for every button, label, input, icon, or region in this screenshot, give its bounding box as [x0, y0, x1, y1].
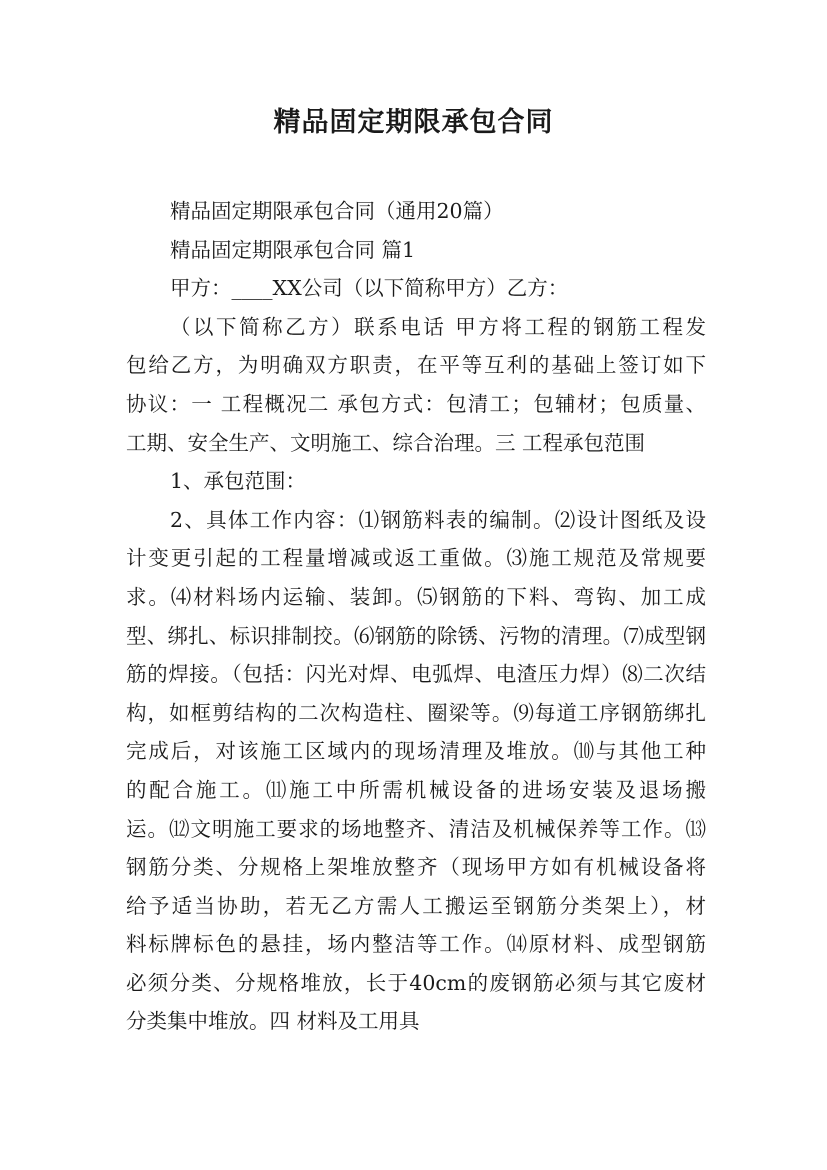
body-line: 工期、安全生产、文明施工、综合治理。三 工程承包范围	[126, 430, 646, 455]
body-line: 包给乙方，为明确双方职责，在平等互利的基础上签订如下	[126, 353, 706, 378]
body-line: 型、绑扎、标识排制挍。⑹钢筋的除锈、污物的清理。⑺成型钢	[126, 623, 706, 648]
body-line: 1、承包范围：	[170, 469, 307, 494]
body-line: （以下简称乙方）联系电话 甲方将工程的钢筋工程发	[170, 314, 706, 339]
body-line: 筋的焊接。（包括：闪光对焊、电弧焊、电渣压力焊）⑻二次结	[126, 662, 706, 687]
body-line: 运。⑿文明施工要求的场地整齐、清洁及机械保养等工作。⒀	[126, 816, 706, 841]
document-title: 精品固定期限承包合同	[273, 107, 554, 138]
body-line: 构，如框剪结构的二次构造柱、圈梁等。⑼每道工序钢筋绑扎	[126, 700, 706, 725]
body-line: 求。⑷材料场内运输、装卸。⑸钢筋的下料、弯钩、加工成	[126, 584, 706, 609]
body-line: 完成后，对该施工区域内的现场清理及堆放。⑽与其他工种	[126, 739, 706, 764]
body-line: 的配合施工。⑾施工中所需机械设备的进场安装及退场搬	[126, 777, 706, 802]
body-line: 精品固定期限承包合同（通用20篇）	[170, 199, 504, 223]
body-line: 精品固定期限承包合同 篇1	[170, 237, 416, 262]
body-line: 分类集中堆放。四 材料及工用具	[126, 1009, 420, 1034]
body-line: 计变更引起的工程量增减或返工重做。⑶施工规范及常规要	[126, 546, 706, 571]
document-body	[126, 192, 706, 1041]
body-line: 甲方：____XX公司（以下简称甲方）乙方：	[170, 276, 569, 301]
body-line: 必须分类、分规格堆放，长于40cm的废钢筋必须与其它废材	[126, 970, 706, 995]
body-line: 钢筋分类、分规格上架堆放整齐（现场甲方如有机械设备将	[126, 855, 706, 880]
body-line: 协议：一 工程概况二 承包方式：包清工；包辅材；包质量、	[126, 391, 706, 416]
body-line: 料标牌标色的悬挂，场内整洁等工作。⒁原材料、成型钢筋	[126, 932, 706, 957]
body-line: 给予适当协助，若无乙方需人工搬运至钢筋分类架上），材	[126, 893, 706, 918]
body-line: 2、具体工作内容：⑴钢筋料表的编制。⑵设计图纸及设	[170, 507, 706, 532]
